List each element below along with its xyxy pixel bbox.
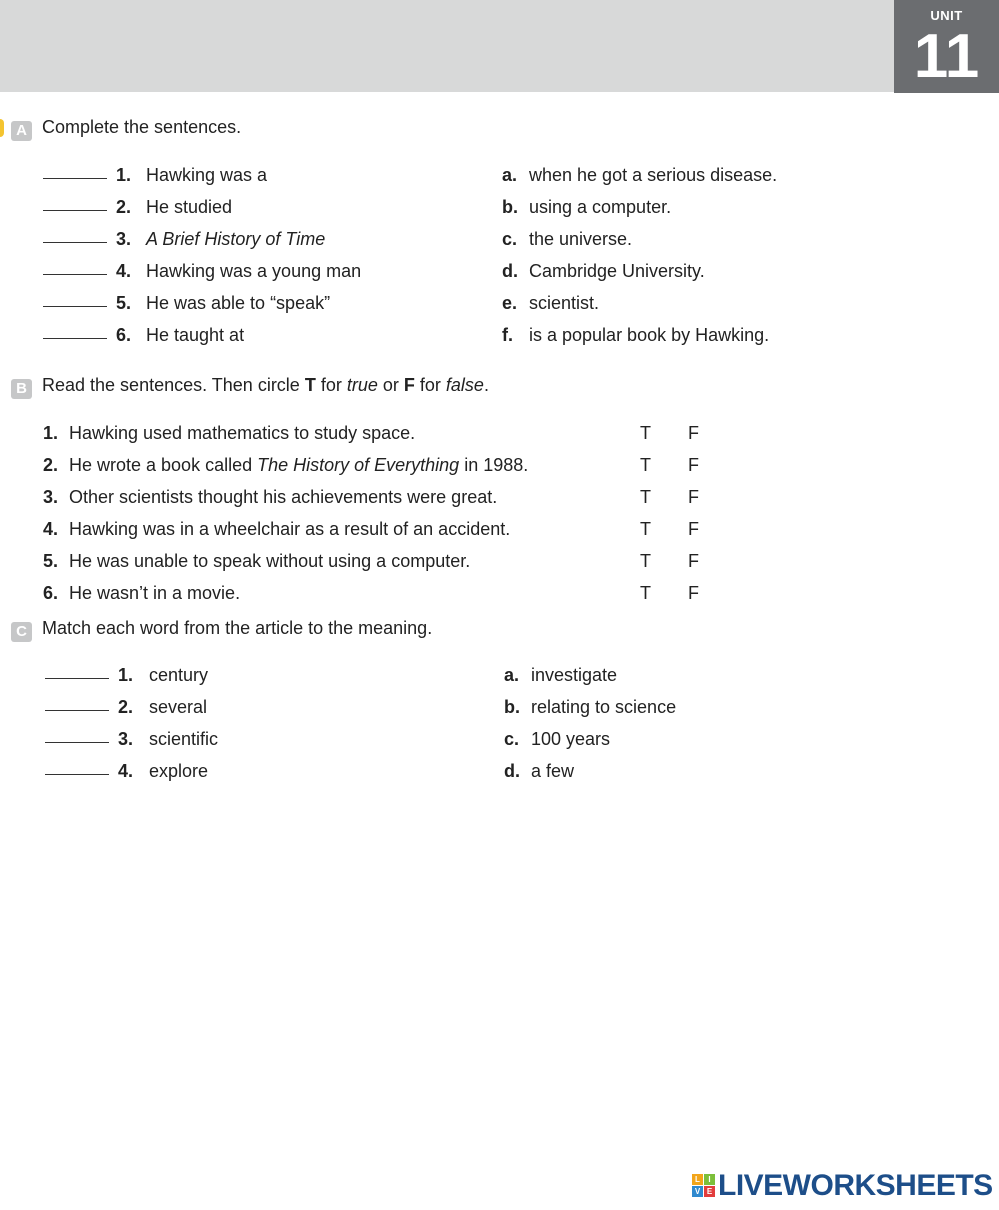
option-text: scientist. — [529, 293, 600, 313]
list-item — [0, 324, 999, 346]
word-text: several — [149, 697, 208, 717]
option-letter: a. — [502, 165, 518, 185]
item-number: 2. — [116, 197, 132, 217]
false-option[interactable]: F — [688, 423, 699, 443]
answer-blank[interactable] — [45, 742, 109, 743]
answer-blank[interactable] — [43, 338, 107, 339]
option-letter: e. — [502, 293, 518, 313]
unit-label: UNIT — [930, 8, 963, 23]
item-number: 6. — [43, 583, 59, 603]
item-text: A Brief History of Time — [146, 229, 326, 249]
option-letter: d. — [504, 761, 520, 781]
instruction-text: Read the sentences. Then circle — [42, 375, 305, 395]
instruction-true-letter: T — [304, 375, 316, 395]
answer-blank[interactable] — [43, 242, 107, 243]
item-text: Other scientists thought his achievements were great. — [69, 487, 498, 507]
option-text: Cambridge University. — [529, 261, 705, 281]
section-c-heading — [11, 618, 432, 642]
item-number: 1. — [118, 665, 134, 685]
item-text-part: in 1988. — [459, 455, 529, 475]
section-b-heading — [11, 375, 489, 399]
item-number: 4. — [43, 519, 59, 539]
instruction-text: for — [414, 375, 446, 395]
answer-blank[interactable] — [43, 210, 107, 211]
item-number: 2. — [118, 697, 134, 717]
true-false-item — [0, 422, 999, 444]
meaning-text: relating to science — [531, 697, 677, 717]
item-number: 1. — [43, 423, 59, 443]
item-number: 6. — [116, 325, 132, 345]
item-number: 4. — [116, 261, 132, 281]
list-item — [0, 164, 999, 186]
list-item — [0, 228, 999, 250]
true-false-item — [0, 518, 999, 540]
option-letter: b. — [502, 197, 518, 217]
header-bar — [0, 0, 999, 92]
meaning-text: 100 years — [531, 729, 611, 749]
option-letter: c. — [504, 729, 520, 749]
instruction-false-word: false — [445, 375, 484, 395]
item-number: 2. — [43, 455, 59, 475]
item-text: Hawking was in a wheelchair as a result of an accident. — [69, 519, 511, 539]
option-letter: c. — [502, 229, 518, 249]
true-false-item — [0, 486, 999, 508]
book-title: The History of Everything — [257, 455, 460, 475]
option-text: when he got a serious disease. — [529, 165, 778, 185]
list-item — [0, 696, 999, 718]
section-b-badge: B — [11, 379, 32, 399]
option-text: is a popular book by Hawking. — [529, 325, 770, 345]
true-option[interactable]: T — [640, 487, 651, 507]
section-c-badge: C — [11, 622, 32, 642]
true-option[interactable]: T — [640, 551, 651, 571]
item-number: 3. — [116, 229, 132, 249]
true-option[interactable]: T — [640, 519, 651, 539]
item-text — [69, 454, 528, 476]
false-option[interactable]: F — [688, 455, 699, 475]
true-false-item — [0, 454, 999, 476]
word-text: scientific — [149, 729, 219, 749]
option-text: the universe. — [529, 229, 633, 249]
option-letter: b. — [504, 697, 520, 717]
answer-blank[interactable] — [43, 274, 107, 275]
true-false-item — [0, 582, 999, 604]
item-number: 4. — [118, 761, 134, 781]
item-text-part: He wrote a book called — [69, 455, 258, 475]
list-item — [0, 196, 999, 218]
instruction-text: or — [377, 375, 404, 395]
option-text: using a computer. — [529, 197, 672, 217]
meaning-text: a few — [531, 761, 575, 781]
true-option[interactable]: T — [640, 455, 651, 475]
logo-text: LIVEWORKSHEETS — [718, 1169, 993, 1202]
item-number: 1. — [116, 165, 132, 185]
list-item — [0, 664, 999, 686]
false-option[interactable]: F — [688, 551, 699, 571]
item-text: He was able to “speak” — [146, 293, 331, 313]
word-text: century — [149, 665, 209, 685]
false-option[interactable]: F — [688, 487, 699, 507]
list-item — [0, 728, 999, 750]
answer-blank[interactable] — [43, 178, 107, 179]
meaning-text: investigate — [531, 665, 618, 685]
false-option[interactable]: F — [688, 583, 699, 603]
option-letter: f. — [502, 325, 513, 345]
unit-badge — [894, 0, 999, 93]
item-text: He taught at — [146, 325, 245, 345]
list-item — [0, 260, 999, 282]
instruction-text: . — [483, 375, 489, 395]
item-number: 5. — [116, 293, 132, 313]
instruction-false-letter: F — [403, 375, 415, 395]
item-text: He was unable to speak without using a computer. — [69, 551, 471, 571]
section-a-instruction: Complete the sentences. — [42, 117, 242, 137]
item-text: He studied — [146, 197, 233, 217]
false-option[interactable]: F — [688, 519, 699, 539]
section-b-instruction — [42, 375, 489, 395]
true-option[interactable]: T — [640, 583, 651, 603]
word-text: explore — [149, 761, 209, 781]
item-number: 3. — [118, 729, 134, 749]
item-number: 5. — [43, 551, 59, 571]
section-a-heading — [11, 117, 241, 141]
item-text: Hawking was a young man — [146, 261, 362, 281]
section-marker — [0, 119, 4, 137]
list-item — [0, 292, 999, 314]
true-false-item — [0, 550, 999, 572]
section-a-badge: A — [11, 121, 32, 141]
option-letter: a. — [504, 665, 520, 685]
instruction-text: for — [315, 375, 347, 395]
unit-number: 11 — [913, 22, 980, 91]
section-c-instruction: Match each word from the article to the meaning. — [42, 618, 433, 638]
true-option[interactable]: T — [640, 423, 651, 443]
answer-blank[interactable] — [45, 774, 109, 775]
list-item — [0, 760, 999, 782]
item-text: Hawking used mathematics to study space. — [69, 423, 416, 443]
instruction-true-word: true — [346, 375, 378, 395]
item-number: 3. — [43, 487, 59, 507]
logo-mark-icon: L I V E — [692, 1174, 716, 1198]
item-text: He wasn’t in a movie. — [69, 583, 241, 603]
answer-blank[interactable] — [45, 710, 109, 711]
answer-blank[interactable] — [45, 678, 109, 679]
answer-blank[interactable] — [43, 306, 107, 307]
item-text: Hawking was a — [146, 165, 268, 185]
option-letter: d. — [502, 261, 518, 281]
